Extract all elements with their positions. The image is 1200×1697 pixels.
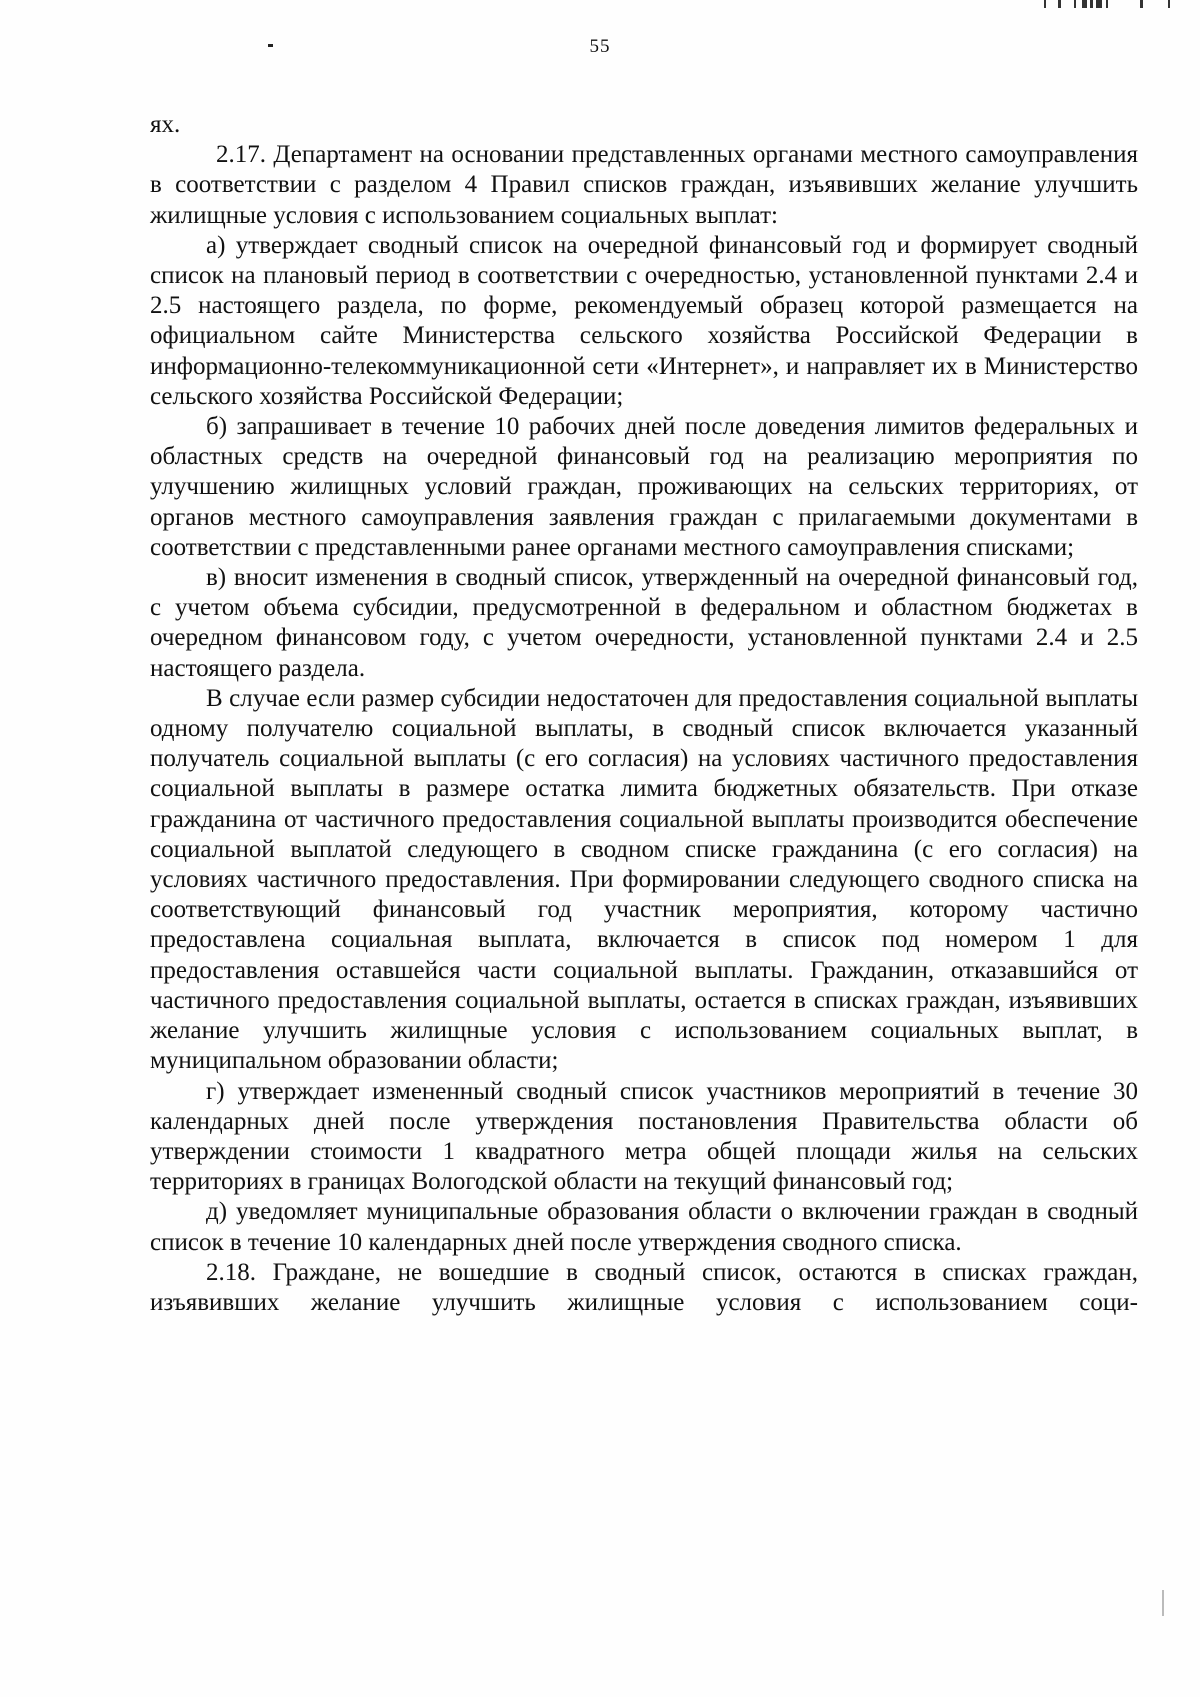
document-body bbox=[150, 110, 1138, 1318]
paragraph-item-v: в) вносит изменения в сводный список, утвержденный на очередной финансовый год, с учетом объема субсидии, предусмотренной в федеральном и областном бюджетах в очередном финансовом году, с учетом очередности, установленной пунктами 2.4 и 2.5 настоящего раздела. bbox=[150, 564, 1138, 682]
paragraph-item-d: д) уведомляет муниципальные образования области о включении граждан в сводный список в течение 10 календарных дней после утверждения сводного списка. bbox=[150, 1198, 1138, 1256]
paragraph-item-a: а) утверждает сводный список на очередной финансовый год и формирует сводный список на плановый период в соответствии с очередностью, установленной пунктами 2.4 и 2.5 настоящего раздела, по форме, рекомендуемый образец которой размещается на официальном сайте Министерства сельского хозяйства Российской Федерации в информационно-телекоммуникационной сети «Интернет», и направляет их в Министерство сельского хозяйства Российской Федерации; bbox=[150, 231, 1138, 410]
scan-margin-mark bbox=[1162, 1590, 1164, 1616]
page-number: 55 bbox=[589, 36, 611, 57]
paragraph-2-18: 2.18. Граждане, не вошедшие в сводный список, остаются в списках граждан, изъявивших желание улучшить жилищные условия с использованием соци- bbox=[150, 1258, 1138, 1316]
scan-edge-marks bbox=[1044, 0, 1194, 8]
paragraph-2-17: 2.17. Департамент на основании представленных органами местного самоуправления в соответствии с разделом 4 Правил списков граждан, изъявивших желание улучшить жилищные условия с использованием социальных выплат: bbox=[150, 141, 1138, 229]
paragraph-item-g: г) утверждает измененный сводный список участников мероприятий в течение 30 календарных дней после утверждения постановления Правительства области об утверждении стоимости 1 квадратного метра общей площади жилья на сельских территориях в границах Вологодской области на текущий финансовый год; bbox=[150, 1077, 1138, 1196]
paragraph-carryover: ях. bbox=[150, 111, 181, 138]
paragraph-partial-payment: В случае если размер субсидии недостаточен для предоставления социальной выплаты одному получателю социальной выплаты, в сводный список включается указанный получатель социальной выплаты (с его согласия) на условиях частичного предоставления социальной выплаты в размере остатка лимита бюджетных обязательств. При отказе гражданина от частичного предоставления социальной выплаты производится обеспечение социальной выплатой следующего в сводном списке гражданина (с его согласия) на условиях частичного предоставления. При формировании следующего сводного списка на соответствующий финансовый год участник мероприятия, которому частично предоставлена социальная выплата, включается в список под номером 1 для предоставления оставшейся части социальной выплаты. Гражданин, отказавшийся от частичного предоставления социальной выплаты, остается в списках граждан, изъявивших желание улучшить жилищные условия с использованием социальных выплат, в муниципальном образовании области; bbox=[150, 684, 1138, 1075]
paragraph-item-b: б) запрашивает в течение 10 рабочих дней после доведения лимитов федеральных и областных средств на очередной финансовый год на реализацию мероприятия по улучшению жилищных условий граждан, проживающих на сельских территориях, от органов местного самоуправления заявления граждан с прилагаемыми документами в соответствии с представленными ранее органами местного самоуправления списками; bbox=[150, 413, 1138, 561]
